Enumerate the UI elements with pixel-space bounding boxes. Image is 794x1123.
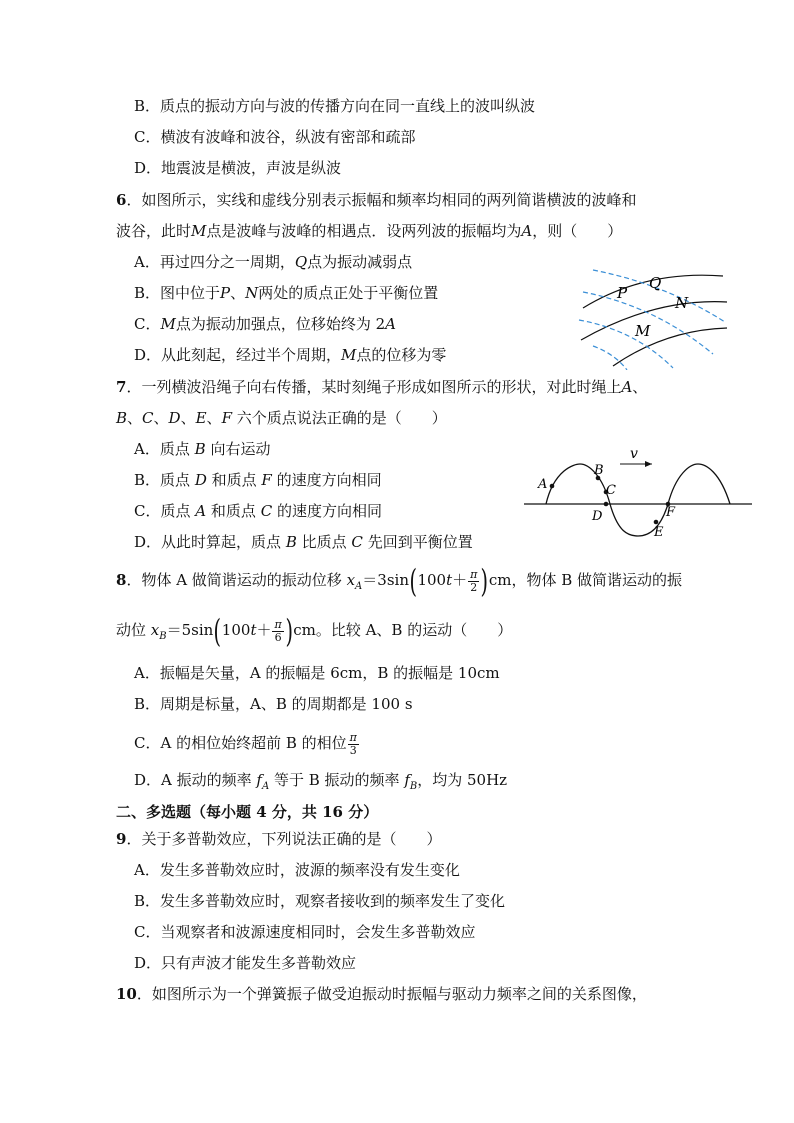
q7-fig-label-c: C bbox=[606, 483, 616, 498]
q8-stem-line2: 动位 $x_B=5\sin(100t+$ $\frac{\pi}{6}$ )cm。比较 A、B 的运动（ ） bbox=[116, 612, 513, 650]
q6-var-m: M bbox=[191, 222, 207, 240]
q8-option-d: D．A 振动的频率 $f_A$ 等于 B 振动的频率 $f_B$，均为 50Hz bbox=[134, 771, 508, 792]
q6-option-d: D．从此刻起，经过半个周期，M点的位移为零 bbox=[134, 346, 447, 364]
q7-fig-label-f: F bbox=[666, 505, 676, 520]
q5-option-c: C．横波有波峰和波谷，纵波有密部和疏部 bbox=[134, 128, 416, 146]
q9-option-b: B．发生多普勒效应时，观察者接收到的频率发生了变化 bbox=[134, 892, 506, 910]
q5-option-d: D．地震波是横波，声波是纵波 bbox=[134, 159, 342, 177]
q6-stem-line1 bbox=[116, 189, 636, 211]
q8-option-c: C．A 的相位始终超前 B 的相位 $\frac{\pi}{3}$ bbox=[134, 730, 357, 757]
q6-stem-text2a: 波谷，此时 bbox=[116, 222, 192, 240]
q10-stem: 10．如图所示为一个弹簧振子做受迫振动时振幅与驱动力频率之间的关系图像， bbox=[116, 985, 647, 1003]
q7-option-c: C．质点 A 和质点 C 的速度方向相同 bbox=[134, 502, 382, 520]
q6-var-a: A bbox=[521, 222, 533, 240]
q6-stem-text2c: ，则（ ） bbox=[532, 222, 623, 240]
q7-rope-wave-figure bbox=[524, 440, 754, 544]
q8-fraction-pi-6: $\frac{\pi}{6}$ bbox=[274, 617, 282, 644]
q6-option-a: A．再过四分之一周期，Q点为振动减弱点 bbox=[134, 253, 413, 271]
q7-stem-line1: 7．一列横波沿绳子向右传播，某时刻绳子形成如图所示的形状，对此时绳上A、 bbox=[116, 378, 648, 396]
q6-stem-line2 bbox=[116, 220, 622, 242]
q7-fig-label-e: E bbox=[654, 525, 664, 540]
q5-option-b: B．质点的振动方向与波的传播方向在同一直线上的波叫纵波 bbox=[134, 97, 536, 115]
q9-number: 9 bbox=[116, 830, 127, 848]
q6-stem-text1: ．如图所示，实线和虚线分别表示振幅和频率均相同的两列简谐横波的波峰和 bbox=[126, 191, 637, 209]
q10-number: 10 bbox=[116, 985, 137, 1003]
q6-wave-interference-figure bbox=[575, 262, 733, 370]
q7-option-a: A．质点 B 向右运动 bbox=[134, 440, 271, 458]
q8-option-b: B．周期是标量，A、B 的周期都是 100 s bbox=[134, 695, 413, 713]
q6-number: 6 bbox=[116, 191, 127, 209]
q7-fig-label-a: A bbox=[538, 477, 548, 492]
q7-option-d: D．从此时算起，质点 B 比质点 C 先回到平衡位置 bbox=[134, 533, 473, 551]
q6-fig-label-n: N bbox=[675, 294, 689, 312]
q6-option-c: C．M点为振动加强点，位移始终为 2A bbox=[134, 315, 397, 333]
section-heading-multiple-choice: 二、多选题（每小题 4 分，共 16 分） bbox=[116, 803, 379, 821]
q8-number: 8 bbox=[116, 571, 127, 589]
q6-fig-label-q: Q bbox=[649, 274, 662, 292]
q7-number: 7 bbox=[116, 378, 127, 396]
q6-fig-label-p: P bbox=[617, 284, 628, 302]
q8-fraction-pi-3: $\frac{\pi}{3}$ bbox=[349, 730, 357, 757]
q6-stem-text2b: 点是波峰与波峰的相遇点．设两列波的振幅均为 bbox=[206, 222, 522, 240]
q7-fig-label-v: v bbox=[630, 446, 638, 462]
q7-fig-label-d: D bbox=[592, 509, 603, 524]
q7-fig-label-b: B bbox=[594, 463, 604, 478]
q8-option-a: A．振幅是矢量，A 的振幅是 6cm，B 的振幅是 10cm bbox=[134, 664, 500, 682]
q7-stem-line2: B、C、D、E、F 六个质点说法正确的是（ ） bbox=[116, 409, 447, 427]
q7-option-b: B．质点 D 和质点 F 的速度方向相同 bbox=[134, 471, 382, 489]
q9-option-a: A．发生多普勒效应时，波源的频率没有发生变化 bbox=[134, 861, 460, 879]
q6-fig-label-m: M bbox=[635, 322, 651, 340]
q9-stem: 9．关于多普勒效应，下列说法正确的是（ ） bbox=[116, 830, 442, 848]
q8-fraction-pi-2: $\frac{\pi}{2}$ bbox=[470, 567, 478, 594]
q6-option-b: B．图中位于P、N两处的质点正处于平衡位置 bbox=[134, 284, 439, 302]
q9-option-d: D．只有声波才能发生多普勒效应 bbox=[134, 954, 357, 972]
q9-option-c: C．当观察者和波源速度相同时，会发生多普勒效应 bbox=[134, 923, 476, 941]
q8-stem-line1: 8．物体 A 做简谐运动的振动位移 $x_A=3\sin(100t+$ $\frac{\pi}{2}$ )cm，物体 B 做简谐运动的振 bbox=[116, 562, 683, 600]
